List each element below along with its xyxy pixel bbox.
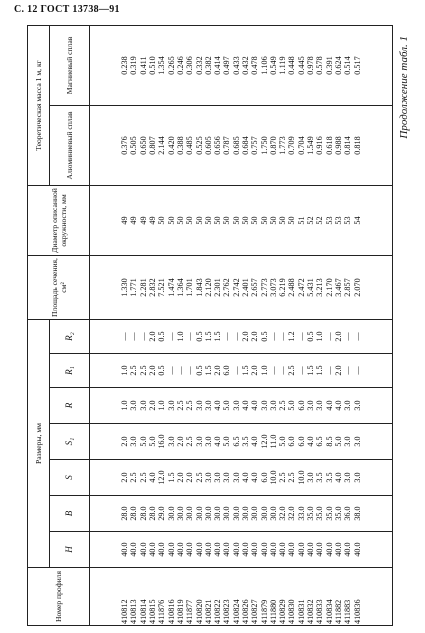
circle-diameter-column: 49 49 49 49 50 50 50 50 50 50 50 50 50 50 50 50 50 50 50 51 52 52 53 53 53 54 <box>90 186 393 256</box>
B-column: 28.0 28.0 28.0 28.0 29.0 30.0 30.0 30.0 30.0 30.0 30.0 30.0 30.0 30.0 30.0 30.0 30.0 32.0 32.0 33.0 35.0 35.0 35.0 35.0 36.0 38.0 <box>90 496 393 532</box>
header-mass-aluminium: Алюминиевый сплав <box>50 106 90 186</box>
R-column: 1.0 3.0 3.0 2.0 1.0 3.0 2.5 2.5 3.0 3.0 4.0 5.0 3.0 4.0 4.0 3.0 3.0 2.5 5.0 6.0 3.0 3.0 4.0 4.0 3.0 3.0 <box>90 388 393 424</box>
mass-magnesium-column: 0.238 0.319 0.411 0.510 1.354 0.265 0.246 0.306 0.332 0.382 0.414 0.497 0.433 0.432 0.478 1.106 0.549 1.119 0.448 0.445 0.978 0.578 0.391 0.624 0.514 0.517 <box>90 25 393 105</box>
header-dimensions: Размеры, мм <box>28 320 50 568</box>
header-profile-number: Номер профиля <box>28 568 90 626</box>
page-header: С. 12 ГОСТ 13738—91 <box>14 4 120 15</box>
table-caption: Продолжение табл. 1 <box>398 36 410 139</box>
mass-aluminium-column: 0.376 0.505 0.650 0.807 2.144 0.420 0.388 0.485 0.525 0.605 0.656 0.787 0.685 0.684 0.757 1.750 0.870 1.773 0.709 0.704 1.549 0.916 0.618 0.988 0.814 0.818 <box>90 106 393 186</box>
rotated-table-wrapper <box>27 26 393 626</box>
header-R2: R₂ <box>50 320 90 354</box>
header-S1: S₁ <box>50 424 90 460</box>
header-mass-magnesium: Магниевый сплав <box>50 25 90 105</box>
header-mass: Теоретическая масса 1 м, кг <box>28 25 50 185</box>
profile-number-column: 410812 410813 410814 410815 411876 410816 410819 411877 410820 410821 410822 410823 410824 410826 410827 411879 411880 410829 410830 410831 410832 410833 410834 411882 411883 410836 <box>90 568 393 626</box>
header-S: S <box>50 460 90 496</box>
S1-column: 2.0 3.0 5.0 5.0 16.0 3.0 2.0 2.5 3.0 3.0 4.0 5.0 6.5 3.5 4.0 12.0 11.0 5.0 6.0 6.0 4.0 6.5 8.5 5.0 3.0 3.0 <box>90 424 393 460</box>
header-area: Площадь сечения, см² <box>28 256 90 320</box>
profiles-table <box>27 25 393 626</box>
header-R1: R₁ <box>50 354 90 388</box>
header-R: R <box>50 388 90 424</box>
H-column: 40.0 40.0 40.0 40.0 40.0 40.0 40.0 40.0 40.0 40.0 40.0 40.0 40.0 40.0 40.0 40.0 40.0 40.0 40.0 40.0 40.0 40.0 40.0 40.0 40.0 40.0 <box>90 532 393 568</box>
S-column: 2.0 2.5 2.5 4.0 12.0 1.5 2.0 2.0 2.5 3.0 3.0 3.0 3.0 4.0 4.0 6.0 10.0 2.5 2.5 10.0 3.0 3.5 3.5 4.0 3.0 3.0 <box>90 460 393 496</box>
header-B: B <box>50 496 90 532</box>
area-column: 1.330 1.771 2.281 2.832 7.521 1.474 1.364 1.701 1.843 2.120 2.301 2.762 2.742 2.401 2.657 2.773 3.073 6.219 2.488 2.472 5.431 3.213 2.170 3.467 2.857 2.070 <box>90 256 393 320</box>
R1-column: 1.0 2.5 2.5 2.0 0.5 — — — 0.5 1.5 2.0 6.0 — 1.5 2.0 1.0 — — 2.5 — 1.5 1.5 — 2.0 — — <box>90 354 393 388</box>
header-H: H <box>50 532 90 568</box>
R2-column: — — — 2.0 0.5 — 1.0 — 0.5 1.5 1.5 — — 2.0 2.0 0.5 — — 1.2 — 0.5 1.0 — 2.0 — — <box>90 320 393 354</box>
header-circle-diameter: Диаметр описанной окружности, мм <box>28 186 90 256</box>
